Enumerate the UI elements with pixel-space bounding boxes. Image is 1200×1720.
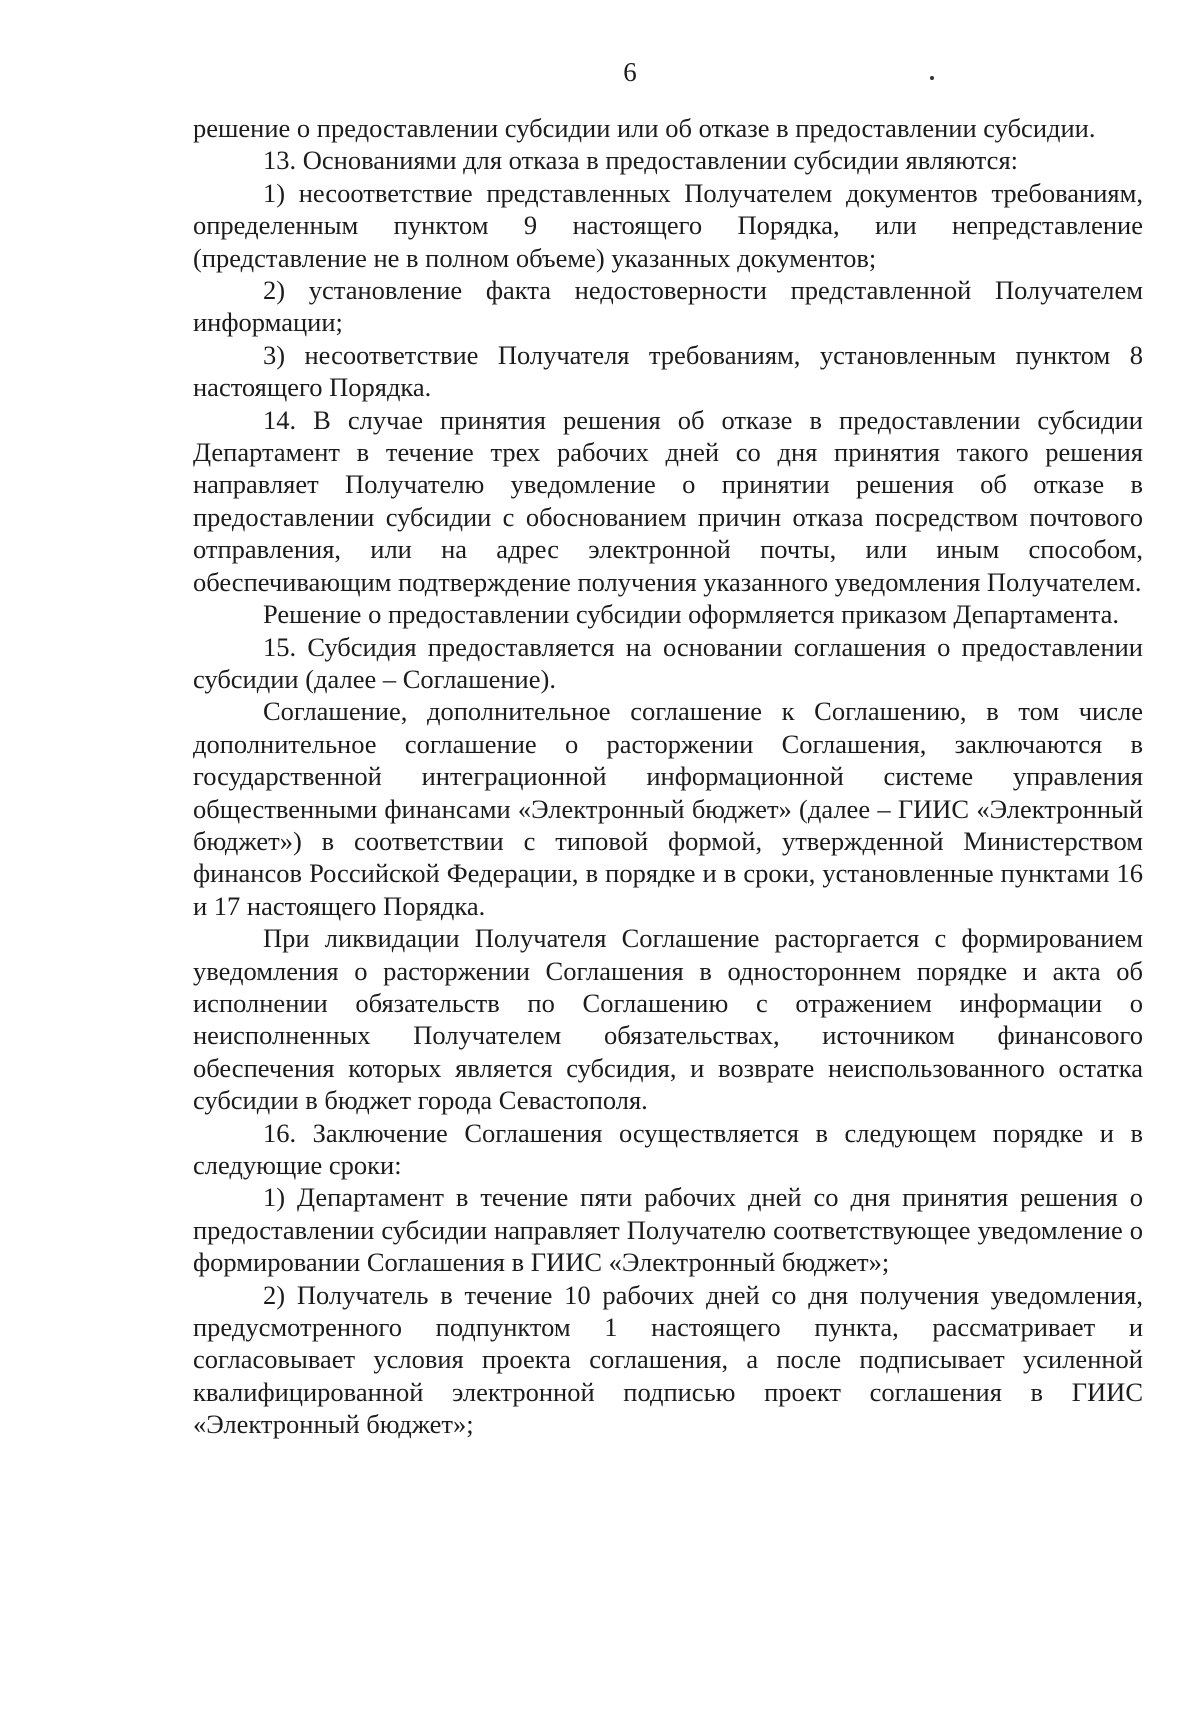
paragraph-14: 14. В случае принятия решения об отказе в предоставлении субсидии Департамент в течение трех рабочих дней со дня принятия такого решения направляет Получателю уведомление о принятии решения об отказе в предоставлении субсидии с обоснованием причин отказа посредством почтового отправления, или на адрес электронной почты, или иным способом, обеспечивающим подтверждение получения указанного уведомления Получателем. (193, 404, 1143, 597)
page-number: 6 (623, 57, 637, 87)
scan-speck (930, 76, 934, 80)
paragraph-16: 16. Заключение Соглашения осуществляется в следующем порядке и в следующие сроки: (193, 1117, 1143, 1180)
paragraph-13-item-3: 3) несоответствие Получателя требованиям, установленным пунктом 8 настоящего Порядка. (193, 339, 1143, 403)
document-body (193, 112, 1143, 1441)
paragraph-continuation: решение о предоставлении субсидии или об отказе в предоставлении субсидии. (193, 113, 1096, 143)
paragraph-15-agreement: Соглашение, дополнительное соглашение к Соглашению, в том числе дополнительное соглашение о расторжении Соглашения, заключаются в государственной интеграционной информационной системе управления общественными финансами «Электронный бюджет» (далее – ГИИС «Электронный бюджет») в соответствии с типовой формой, утвержденной Министерством финансов Российской Федерации, в порядке и в сроки, установленные пунктами 16 и 17 настоящего Порядка. (193, 696, 1143, 921)
paragraph-14-decision: Решение о предоставлении субсидии оформляется приказом Департамента. (263, 599, 1120, 630)
paragraph-16-item-2: 2) Получатель в течение 10 рабочих дней со дня получения уведомления, предусмотренного подпунктом 1 настоящего пункта, рассматривает и согласовывает условия проекта соглашения, а после подписывает усиленной квалифицированной электронной подписью проект соглашения в ГИИС «Электронный бюджет»; (193, 1279, 1143, 1440)
paragraph-13: 13. Основаниями для отказа в предоставлении субсидии являются: (263, 145, 1018, 176)
paragraph-15: 15. Субсидия предоставляется на основании соглашения о предоставлении субсидии (далее – Соглашение). (193, 631, 1143, 694)
paragraph-13-item-1: 1) несоответствие представленных Получателем документов требованиям, определенным пунктом 9 настоящего Порядка, или непредставление (представление не в полном объеме) указанных документов; (193, 177, 1143, 273)
paragraph-15-liquidation: При ликвидации Получателя Соглашение расторгается с формированием уведомления о расторжении Соглашения в одностороннем порядке и акта об исполнении обязательств по Соглашению с отражением информации о неисполненных Получателем обязательствах, источником финансового обеспечения которых является субсидия, и возврате неиспользованного остатка субсидии в бюджет города Севастополя. (193, 923, 1143, 1116)
paragraph-16-item-1: 1) Департамент в течение пяти рабочих дней со дня принятия решения о предоставлении субсидии направляет Получателю соответствующее уведомление о формировании Соглашения в ГИИС «Электронный бюджет»; (193, 1182, 1143, 1278)
paragraph-13-item-2: 2) установление факта недостоверности представленной Получателем информации; (193, 275, 1143, 338)
